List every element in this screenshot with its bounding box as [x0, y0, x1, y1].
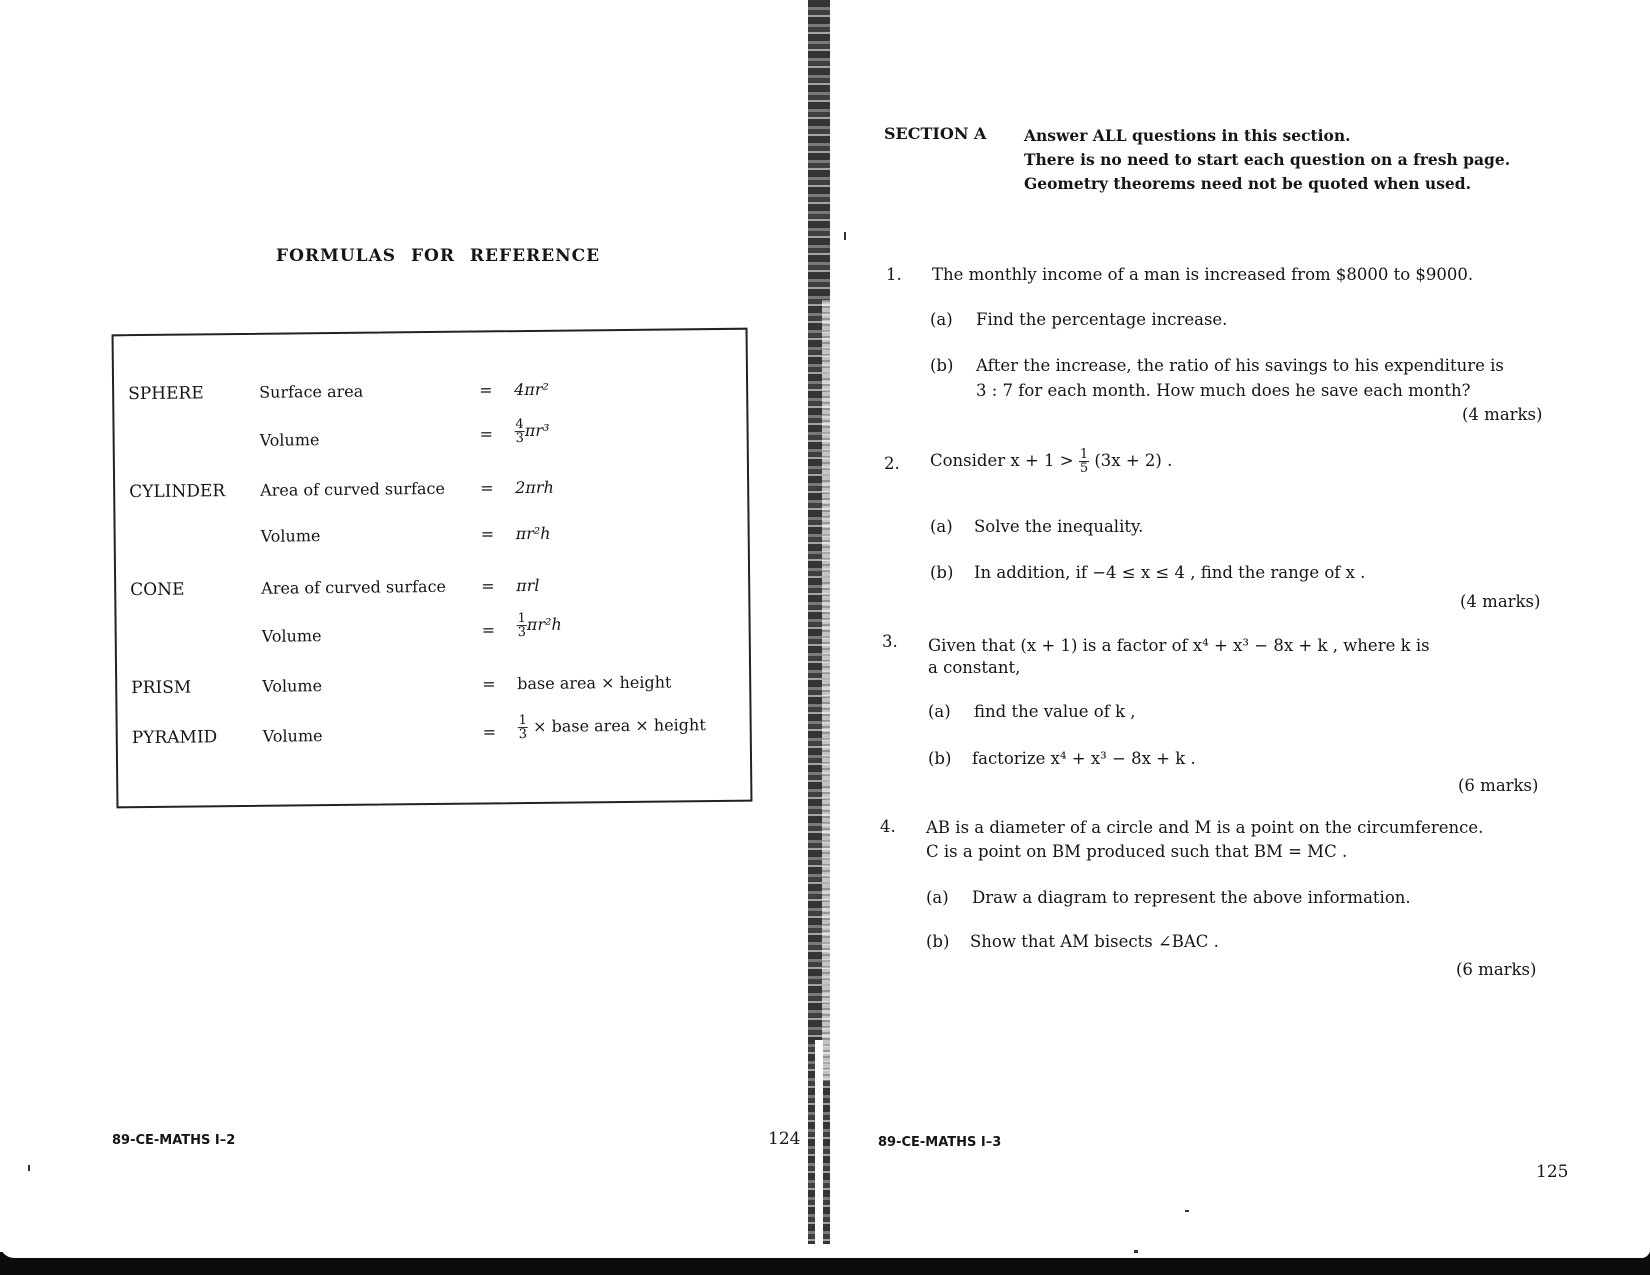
part-label: (a)	[930, 310, 953, 329]
question-number: 3.	[882, 632, 898, 651]
question-stem: a constant,	[928, 658, 1021, 677]
formula-row	[115, 476, 751, 523]
scan-speck	[1185, 1210, 1189, 1212]
formula-row	[118, 712, 754, 759]
equals-sign: =	[480, 524, 495, 544]
question-number: 1.	[886, 265, 902, 284]
formula-expression	[518, 712, 706, 741]
equals-sign: =	[482, 674, 496, 694]
fraction-denominator: 3	[517, 625, 527, 641]
formula-expression: πr²h	[515, 523, 551, 544]
fraction-denominator: 3	[515, 431, 525, 447]
question-number: 4.	[880, 817, 896, 836]
footer-code: 89-CE-MATHS I–3	[878, 1135, 1002, 1150]
part-label: (a)	[926, 888, 949, 907]
equals-sign: =	[481, 620, 496, 640]
part-label: (b)	[930, 356, 954, 375]
equals-sign: =	[479, 380, 493, 400]
fraction	[1079, 448, 1089, 475]
formula-row	[116, 522, 752, 569]
stem-prefix: Consider x + 1 >	[930, 451, 1074, 470]
formula-box	[112, 328, 753, 809]
part-text: 3 : 7 for each month. How much does he save each month?	[976, 381, 1471, 400]
page-number: 124	[768, 1129, 801, 1149]
shape-label: CYLINDER	[129, 481, 226, 503]
fraction	[514, 418, 525, 445]
formula-expression: πrl	[516, 575, 540, 596]
fraction-denominator: 5	[1079, 461, 1089, 476]
fraction	[518, 714, 529, 741]
formula-expression-rest: πr³	[524, 420, 550, 441]
measure-label: Volume	[261, 626, 322, 646]
shape-label: SPHERE	[128, 383, 204, 405]
part-text: factorize x⁴ + x³ − 8x + k .	[972, 749, 1196, 768]
shape-label: CONE	[130, 579, 185, 601]
measure-label: Volume	[260, 526, 321, 546]
part-text: Show that AM bisects ∠BAC .	[970, 932, 1219, 951]
gutter-gap	[815, 1040, 823, 1270]
stem-suffix: (3x + 2) .	[1094, 451, 1173, 470]
formula-row	[117, 672, 753, 719]
part-label: (b)	[926, 932, 950, 951]
formula-expression	[516, 612, 561, 639]
fraction-numerator: 1	[517, 611, 526, 627]
section-label: SECTION A	[884, 124, 987, 143]
equals-sign: =	[479, 424, 494, 444]
part-label: (a)	[930, 517, 953, 536]
part-label: (a)	[928, 702, 951, 721]
page-number: 125	[1536, 1162, 1569, 1182]
footer-code: 89-CE-MATHS I–2	[112, 1133, 236, 1148]
part-text: find the value of k ,	[974, 702, 1136, 721]
formula-row	[114, 416, 750, 463]
marks-label: (6 marks)	[1456, 960, 1537, 979]
part-text: After the increase, the ratio of his savings to his expenditure is	[976, 356, 1504, 375]
formula-row	[116, 610, 752, 657]
marks-label: (6 marks)	[1458, 776, 1539, 795]
equals-sign: =	[481, 576, 495, 596]
instruction-line: Geometry theorems need not be quoted when used.	[1024, 174, 1472, 193]
shape-label: PYRAMID	[131, 727, 218, 749]
question-stem: C is a point on BM produced such that BM = MC .	[926, 842, 1348, 861]
part-text: Find the percentage increase.	[976, 310, 1228, 329]
question-stem	[930, 448, 1172, 475]
measure-label: Volume	[259, 430, 320, 450]
equals-sign: =	[482, 722, 497, 742]
formula-expression: 4πr²	[514, 379, 549, 400]
marks-label: (4 marks)	[1462, 405, 1543, 424]
question-stem: Given that (x + 1) is a factor of x⁴ + x³ − 8x + k , where k is	[928, 636, 1430, 655]
part-label: (b)	[928, 749, 952, 768]
part-text: In addition, if −4 ≤ x ≤ 4 , find the range of x .	[974, 563, 1366, 582]
instruction-line: There is no need to start each question on a fresh page.	[1024, 150, 1511, 169]
formula-expression	[514, 418, 549, 445]
fraction-denominator: 3	[518, 727, 528, 743]
part-text: Draw a diagram to represent the above information.	[972, 888, 1411, 907]
fraction	[516, 612, 527, 639]
formula-expression: 2πrh	[515, 477, 554, 498]
fraction-numerator: 1	[518, 713, 527, 729]
formula-expression-rest: πr²h	[526, 614, 562, 635]
gutter-shadow	[822, 300, 830, 1080]
formulas-title: FORMULAS FOR REFERENCE	[276, 246, 601, 266]
marks-label: (4 marks)	[1460, 592, 1541, 611]
measure-label: Volume	[262, 676, 323, 696]
instruction-line: Answer ALL questions in this section.	[1024, 126, 1351, 145]
fraction-numerator: 4	[515, 417, 524, 433]
scan-speck	[1134, 1250, 1138, 1253]
question-stem: The monthly income of a man is increased from $8000 to $9000.	[932, 265, 1474, 284]
scan-speck	[844, 232, 846, 240]
shape-label: PRISM	[131, 677, 192, 699]
formula-expression: base area × height	[517, 672, 672, 694]
part-text: Solve the inequality.	[974, 517, 1144, 536]
measure-label: Volume	[262, 726, 323, 746]
equals-sign: =	[480, 478, 494, 498]
question-stem: AB is a diameter of a circle and M is a point on the circumference.	[926, 818, 1484, 837]
measure-label: Area of curved surface	[260, 478, 446, 500]
formula-expression-rest: × base area × height	[532, 715, 706, 736]
page-edge	[0, 1244, 1650, 1258]
section-instructions	[1024, 124, 1510, 196]
measure-label: Surface area	[259, 381, 364, 402]
measure-label: Area of curved surface	[261, 576, 447, 598]
scan-speck	[28, 1165, 30, 1171]
fraction-numerator: 1	[1079, 447, 1089, 462]
part-label: (b)	[930, 563, 954, 582]
question-number: 2.	[884, 454, 900, 473]
